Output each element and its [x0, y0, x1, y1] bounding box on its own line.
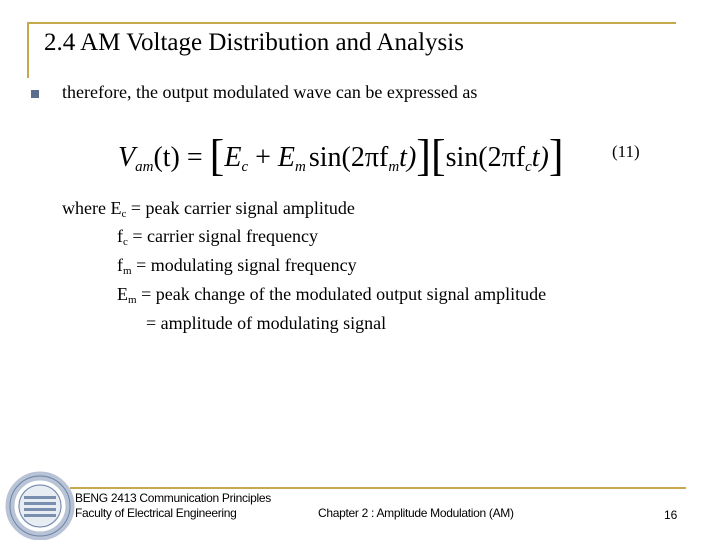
footer-faculty: Faculty of Electrical Engineering	[75, 506, 237, 520]
eq-t-2: t)	[531, 142, 549, 173]
definition-line: $E_m$ = peak change of the modulated output signal amplitude	[117, 284, 547, 306]
title-frame-left	[27, 22, 29, 78]
eq-fm-sub: m	[388, 159, 400, 175]
slide-title: 2.4 AM Voltage Distribution and Analysis	[44, 29, 464, 56]
eq-bracket-close-1: ]	[416, 131, 431, 180]
eq-sin-1: sin(2πf	[308, 142, 389, 173]
page-number: 16	[664, 508, 678, 522]
eq-lhs-sub: am	[135, 159, 154, 175]
title-frame-top	[28, 22, 676, 24]
definition-line: $f_m$ = modulating signal frequency	[117, 255, 357, 277]
university-logo-icon	[2, 468, 78, 540]
bullet-text: therefore, the output modulated wave can be expressed as	[62, 82, 478, 102]
eq-plus: +	[255, 142, 271, 173]
eq-carrier-amp: E	[224, 142, 242, 173]
eq-carrier-amp-sub: c	[241, 159, 249, 175]
footer-divider	[70, 487, 686, 489]
eq-mod-amp: E	[277, 142, 296, 173]
eq-lhs: V	[118, 142, 136, 173]
eq-mod-amp-sub: m	[295, 159, 306, 175]
definition-line: where $E_c$ = peak carrier signal amplitude	[62, 198, 355, 220]
eq-bracket-open-2: [	[430, 131, 446, 180]
eq-bracket-close-2: ]	[548, 131, 564, 180]
eq-t-1: t)	[399, 142, 417, 173]
definition-line: $f_c$ = carrier signal frequency	[117, 226, 318, 248]
eq-lhs-arg: (t) =	[153, 142, 203, 173]
eq-fc-sub: c	[525, 159, 532, 175]
eq-sin-2: sin(2πf	[445, 142, 526, 173]
bullet-square-icon	[31, 90, 39, 98]
am-equation	[118, 126, 588, 180]
equation-number: (11)	[612, 142, 640, 161]
footer-course: BENG 2413 Communication Principles	[75, 491, 271, 505]
definition-line: = amplitude of modulating signal	[146, 313, 387, 333]
eq-bracket-open-1: [	[209, 131, 225, 180]
footer-chapter: Chapter 2 : Amplitude Modulation (AM)	[318, 506, 514, 520]
